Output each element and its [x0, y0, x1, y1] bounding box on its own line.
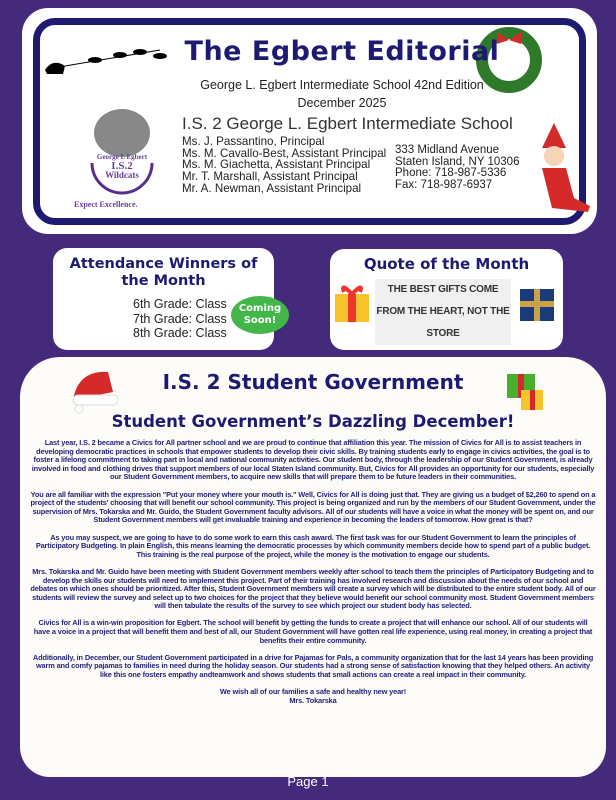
- closing: We wish all of our families a safe and healthy new year!: [219, 687, 407, 697]
- wildcats-logo: [77, 103, 167, 203]
- masthead: [22, 8, 597, 234]
- grades-list: [133, 297, 227, 341]
- article-headline: Student Government’s Dazzling December!: [111, 412, 515, 431]
- paragraph: You are all familiar with the expression "Put your money where your mouth is." Well, Civics for All is doing just that. They are giving us a budget of $2,260 to spend on a project of the students' choosing that will benefit our school community. This project is being organized and run by the members of our Student Government, under the supervision of Mrs. Tokarska and Mr. Guido, the Student Government faculty advisors. All of our students will have a voice in what the money will be spent on, and our Student Government members will get invaluable training and experience in becoming the leaders of tomorrow. How great is that?: [30, 489, 596, 525]
- school-address: [395, 145, 519, 192]
- santa-sleigh-icon: [40, 40, 170, 80]
- attendance-title: Attendance Winners of the Month: [69, 256, 258, 289]
- article-body: [30, 439, 596, 705]
- edition: George L. Egbert Intermediate School 42nd Edition: [200, 78, 484, 92]
- quote-title: Quote of the Month: [363, 255, 530, 273]
- staff-item: Mr. T. Marshall, Assistant Principal: [182, 170, 358, 184]
- page-number: Page 1: [287, 774, 329, 789]
- paragraph: As you may suspect, we are going to have to do some work to earn this cash award. The first task was for our Student Government to learn the principles of Participatory Budgeting. In plain English, this means learning the democratic processes by which community members decide how to spend part of a public budget. This training is the real purpose of the project, while the money is the motivation to engage our students.: [35, 532, 591, 559]
- grade-item: 7th Grade: Class: [133, 311, 227, 326]
- gift-icon: [516, 279, 560, 324]
- paragraph: Mrs. Tokarska and Mr. Guido have been meeting with Student Government members weekly after school to teach them the principles of Participatory Budgeting and to develop the skills our students will need to implement this project. Part of their training has involved research and discussion about the needs of our school and debates on which ones should be prioritized. After this, Student Government members will create a survey which will be distributed to the entire student body. All of our students will review the survey and select up to two choices for the project that they believe would benefit our school community most. Student Government members will then tabulate the results of the survey to see which project our student body has selected.: [30, 566, 596, 611]
- staff-item: Ms. M. Giachetta, Assistant Principal: [182, 158, 371, 172]
- logo-text: I.S.2: [111, 160, 133, 172]
- staff-item: Ms. M. Cavallo-Best, Assistant Principal: [182, 146, 387, 160]
- issue-date: December 2025: [297, 96, 387, 110]
- staff-item: Ms. J. Passantino, Principal: [182, 135, 325, 148]
- logo-text: George L Egbert: [96, 153, 148, 161]
- school-name: I.S. 2 George L. Egbert Intermediate School: [182, 114, 513, 133]
- section-title: I.S. 2 Student Government: [162, 370, 464, 394]
- student-government-section: [20, 357, 606, 777]
- newsletter-title: The Egbert Editorial: [184, 36, 500, 67]
- grade-item: 8th Grade: Class: [133, 326, 227, 340]
- staff-item: Mr. A. Newman, Assistant Principal: [182, 181, 362, 195]
- elf-icon: [514, 118, 592, 218]
- grade-item: 6th Grade: Class: [133, 297, 227, 311]
- gift-icon: [333, 282, 371, 324]
- paragraph: Additionally, in December, our Student Government participated in a drive for Pajamas for Pals, a community organization that for the last 14 years has been providing warm and comfy pajamas to families in need during the holiday season. Our students had a strong sense of satisfaction knowing that they helped others. An activity like this one fosters empathy andteamwork and shows students that small actions can create a real impact in their community.: [32, 652, 594, 680]
- attendance-box: [53, 248, 282, 350]
- paragraph: Last year, I.S. 2 became a Civics for All partner school and we are proud to continue that affiliation this year. The mission of Civics for All is to assist teachers in developing democratic practices in schools that empower students to develop their civic skills. By training students early to engage in civics activities, the goal is to foster a lifelong commitment to taking part in local and national community activities. Our student body, through the leadership of our Student Government, is already involved in food and clothing drives that support members of our local Staten Island community. But, Civics for All provides an opportunity for our students, especially our Student Government members, to acquire new skills that will prepare them to be future leaders in their communities.: [31, 438, 595, 482]
- staff-list: [182, 136, 386, 195]
- coming-soon-badge: Coming Soon!: [231, 296, 289, 334]
- fax: Fax: 718-987-6937: [395, 179, 493, 192]
- signature: Mrs. Tokarska: [289, 695, 337, 705]
- logo-text: Wildcats: [105, 170, 139, 180]
- quote-text: THE BEST GIFTS COME FROM THE HEART, NOT THE STORE: [375, 279, 511, 345]
- motto: Expect Excellence.: [74, 200, 138, 209]
- address-line: Staten Island, NY 10306: [395, 155, 520, 168]
- phone: Phone: 718-987-5336: [395, 167, 507, 180]
- address-line: 333 Midland Avenue: [395, 144, 500, 156]
- paragraph: Civics for All is a win-win proposition for Egbert. The school will benefit by getting the funds to create a project that will enhance our school. All of our students will have a voice in a project that will benefit them and best of all, our Student Government will have gotten real life experience, using real money, in creating a project that benefits their entire community.: [33, 618, 593, 645]
- quote-box: [330, 249, 563, 350]
